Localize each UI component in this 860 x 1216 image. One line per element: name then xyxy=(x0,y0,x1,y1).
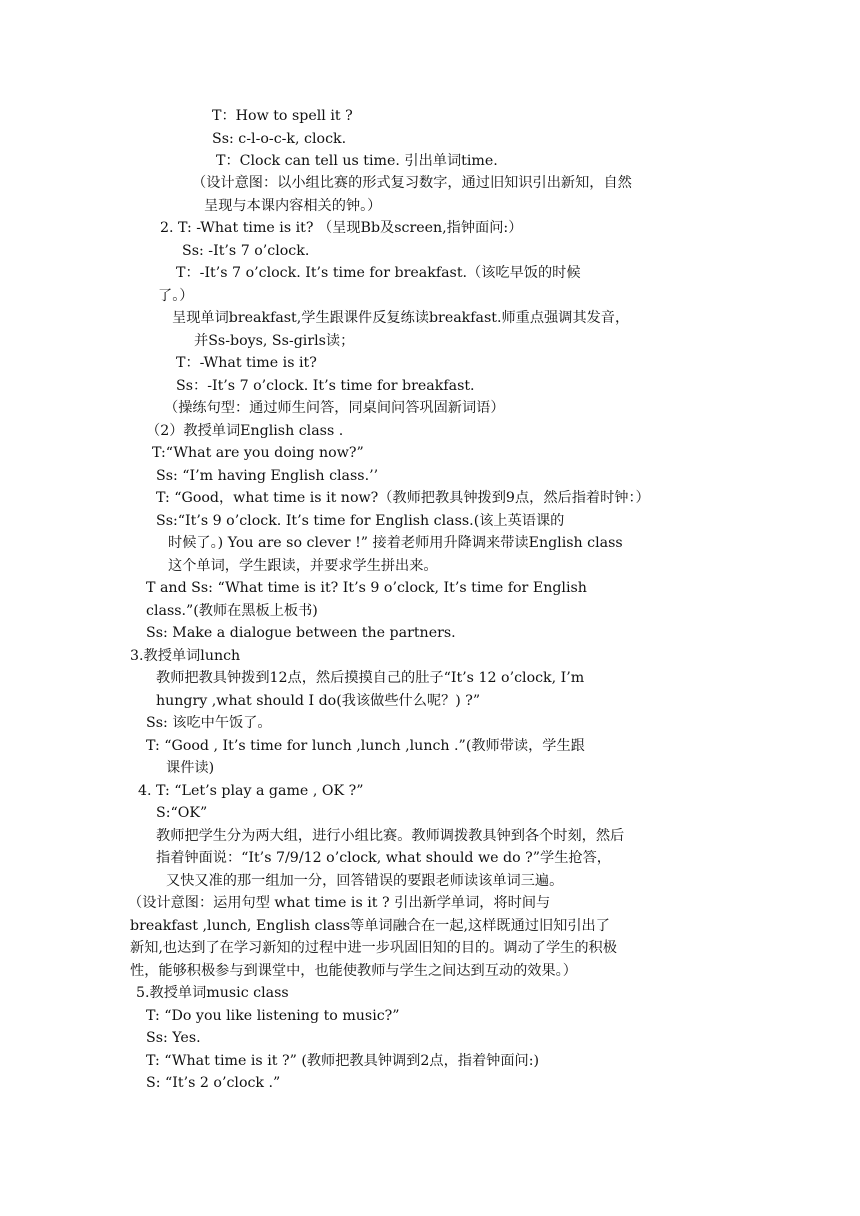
text-line-8: T：-It’s 7 o’clock. It’s time for breakfast.（该吃早饭的时候 xyxy=(176,265,581,281)
text-line-38: 新知,也达到了在学习新知的过程中进一步巩固旧知的目的。调动了学生的积极 xyxy=(130,940,617,956)
text-line-37: breakfast ,lunch, English class等单词融合在一起,这样既通过旧知引出了 xyxy=(130,918,610,934)
text-line-20: 时候了。) You are so clever !” 接着老师用升降调来带读English class xyxy=(168,535,623,551)
text-line-41: T: “Do you like listening to music?” xyxy=(146,1008,400,1024)
text-line-14: （操练句型：通过师生问答，同桌间问答巩固新词语） xyxy=(164,400,505,416)
text-line-18: T: “Good，what time is it now?（教师把教具钟拨到9点，然后指着时钟：） xyxy=(156,490,650,506)
text-line-12: T：-What time is it? xyxy=(176,355,317,371)
text-line-43: T: “What time is it ?” (教师把教具钟调到2点，指着钟面问:) xyxy=(146,1053,540,1069)
text-line-17: Ss: “I’m having English class.’’ xyxy=(156,468,379,484)
text-line-9: 了。） xyxy=(158,288,194,304)
text-line-11: 并Ss-boys, Ss-girls读； xyxy=(194,333,355,349)
text-line-3: T：Clock can tell us time. 引出单词time. xyxy=(216,153,498,169)
text-line-24: Ss: Make a dialogue between the partners. xyxy=(146,625,456,641)
text-line-4: （设计意图：以小组比赛的形式复习数字，通过旧知识引出新知，自然 xyxy=(192,175,632,191)
text-line-2: Ss: c-l-o-c-k, clock. xyxy=(212,131,347,147)
text-line-15: （2）教授单词English class . xyxy=(146,423,344,439)
text-line-25: 3.教授单词lunch xyxy=(130,648,241,664)
text-line-27: hungry ,what should I do(我该做些什么呢？) ?” xyxy=(156,693,481,709)
text-line-34: 指着钟面说：“It’s 7/9/12 o’clock, what should we do ?”学生抢答， xyxy=(156,850,611,866)
text-line-22: T and Ss: “What time is it? It’s 9 o’clock, It’s time for English xyxy=(146,580,587,596)
text-line-6: 2. T: -What time is it? （呈现Bb及screen,指钟面问:） xyxy=(160,220,523,236)
text-line-13: Ss：-It’s 7 o’clock. It’s time for breakfast. xyxy=(176,378,475,394)
text-line-19: Ss:“It’s 9 o’clock. It’s time for English class.(该上英语课的 xyxy=(156,513,565,529)
text-line-26: 教师把教具钟拨到12点，然后摸摸自己的肚子“It’s 12 o’clock, I’m xyxy=(156,670,585,686)
text-line-5: 呈现与本课内容相关的钟。） xyxy=(204,198,382,214)
text-line-7: Ss: -It’s 7 o’clock. xyxy=(182,243,310,259)
text-line-32: S:“OK” xyxy=(156,805,208,821)
text-line-10: 呈现单词breakfast,学生跟课件反复练读breakfast.师重点强调其发音， xyxy=(172,310,630,326)
text-line-44: S: “It’s 2 o’clock .” xyxy=(146,1075,281,1091)
text-line-36: （设计意图：运用句型 what time is it ? 引出新学单词，将时间与 xyxy=(128,895,551,911)
text-line-21: 这个单词，学生跟读，并要求学生拼出来。 xyxy=(168,558,438,574)
text-line-1: T：How to spell it ? xyxy=(212,108,353,124)
text-line-33: 教师把学生分为两大组，进行小组比赛。教师调拨教具钟到各个时刻，然后 xyxy=(156,828,625,844)
text-line-35: 又快又准的那一组加一分，回答错误的要跟老师读该单词三遍。 xyxy=(166,873,564,889)
text-line-39: 性，能够积极参与到课堂中，也能使教师与学生之间达到互动的效果。） xyxy=(130,963,577,979)
text-line-42: Ss: Yes. xyxy=(146,1030,201,1046)
text-line-16: T:“What are you doing now?” xyxy=(152,445,364,461)
text-line-30: 课件读) xyxy=(166,760,215,776)
text-line-31: 4. T: “Let’s play a game , OK ?” xyxy=(138,783,364,799)
text-line-29: T: “Good , It’s time for lunch ,lunch ,lunch .”(教师带读，学生跟 xyxy=(146,738,585,754)
text-line-28: Ss: 该吃中午饭了。 xyxy=(146,715,272,731)
text-line-23: class.”(教师在黑板上板书) xyxy=(146,603,318,619)
text-line-40: 5.教授单词music class xyxy=(136,985,289,1001)
